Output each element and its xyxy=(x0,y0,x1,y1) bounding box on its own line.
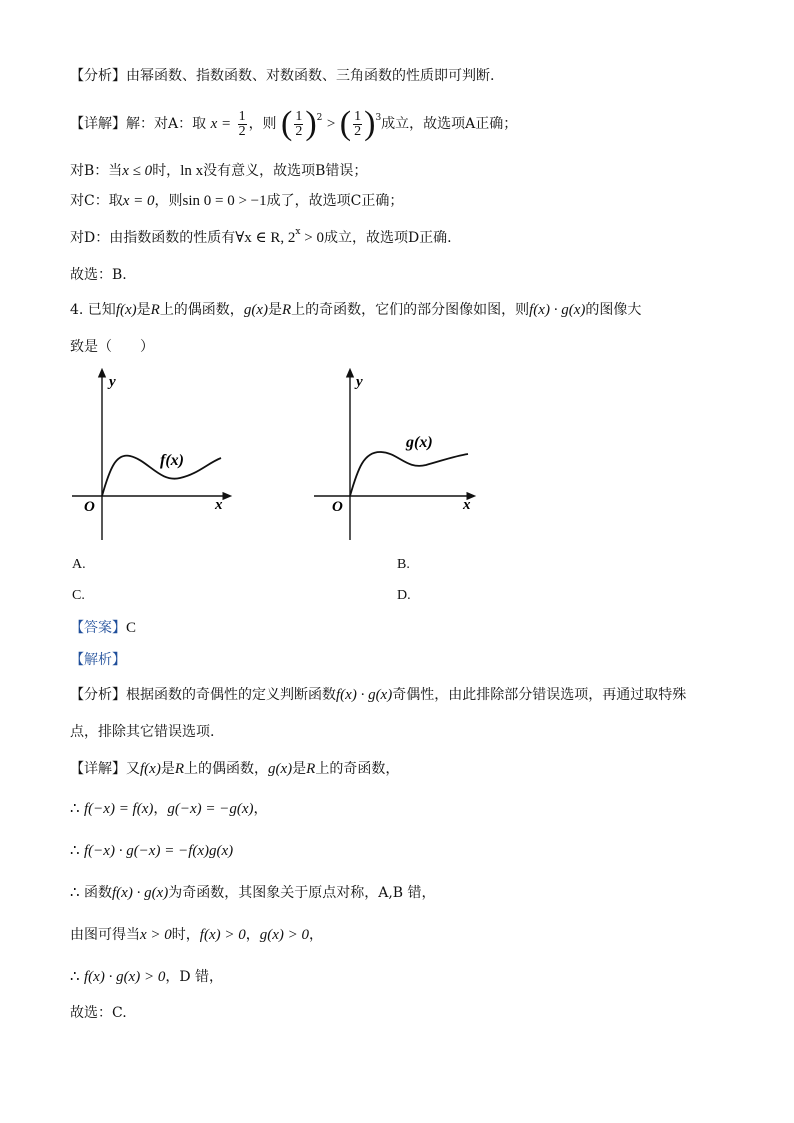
math: ∀x ∈ R, 2 xyxy=(235,230,296,246)
math: g(x) xyxy=(243,302,268,318)
math: f(−x) = f(x) xyxy=(84,801,154,817)
math: x > 0 xyxy=(140,927,172,943)
step-3 xyxy=(70,883,436,903)
text: 是 xyxy=(136,302,151,318)
curve-g xyxy=(350,452,468,496)
y-label: y xyxy=(109,374,116,390)
text: 时， xyxy=(171,927,200,943)
math: f(x) xyxy=(115,302,137,318)
x-label: x xyxy=(215,497,223,513)
exp-3: 3 xyxy=(375,113,382,123)
math: g(x) > 0 xyxy=(259,927,309,943)
paren-close: ) xyxy=(364,105,376,142)
text: 上的奇函数， xyxy=(315,761,400,777)
text: 成立，故选项D正确. xyxy=(323,230,452,246)
math: f(−x) · g(−x) = −f(x)g(x) xyxy=(84,843,234,859)
analysis-tag: 【分析】 xyxy=(70,68,126,84)
text: 成了，故选项C正确； xyxy=(266,193,404,209)
analysis-2-line-2 xyxy=(70,722,214,742)
answer-value: C xyxy=(126,620,137,636)
math: R xyxy=(174,761,184,777)
text: ， xyxy=(253,801,268,817)
math: R xyxy=(281,302,292,318)
final-choice xyxy=(70,1003,127,1023)
text: 为奇函数，其图象关于原点对称，A,B 错， xyxy=(168,885,436,901)
detail-line-c xyxy=(70,191,403,211)
math: g(x) xyxy=(268,761,293,777)
step-5 xyxy=(70,967,223,987)
text: 4. 已知 xyxy=(70,302,116,318)
frac-num: 1 xyxy=(295,108,303,124)
text: 对B：当 xyxy=(70,163,123,179)
exp-x: x xyxy=(295,227,301,237)
detail-tag: 【详解】 xyxy=(70,116,126,132)
y-label: y xyxy=(356,374,363,390)
math: R xyxy=(150,302,160,318)
exp-2: 2 xyxy=(316,113,323,123)
text: 故选：C. xyxy=(70,1005,127,1021)
text: 致是（ ） xyxy=(70,339,154,355)
analysis-line-1 xyxy=(70,66,494,86)
math: f(x) · g(x) xyxy=(529,302,586,318)
origin-label: O xyxy=(84,499,95,515)
math: x = 0 xyxy=(122,193,155,209)
text: ， xyxy=(309,927,323,943)
math: f(x) · g(x) xyxy=(336,687,393,703)
text: 故选：B. xyxy=(70,267,127,283)
fraction-half-3 xyxy=(353,110,362,139)
text: 对C：取 xyxy=(70,193,123,209)
text: 没有意义，故选项B错误； xyxy=(203,163,368,179)
x-label: x xyxy=(463,497,471,513)
text: 又 xyxy=(126,761,140,777)
text: 函数 xyxy=(84,885,112,901)
curve-g-label: g(x) xyxy=(406,434,433,451)
math: > 0 xyxy=(300,230,324,246)
option-b[interactable]: B. xyxy=(397,557,410,572)
detail-2-line xyxy=(70,759,399,779)
math: f(x) · g(x) xyxy=(112,885,169,901)
math: f(x) xyxy=(140,761,161,777)
text: ， xyxy=(153,801,168,817)
step-4 xyxy=(70,925,323,945)
text: 奇偶性，由此排除部分错误选项，再通过取特殊 xyxy=(392,687,687,703)
therefore-sign: ∴ xyxy=(70,885,80,901)
therefore-sign: ∴ xyxy=(70,969,80,985)
text: 点，排除其它错误选项. xyxy=(70,724,215,740)
step-1 xyxy=(70,799,268,819)
step-2 xyxy=(70,841,233,861)
paren-open: ( xyxy=(339,105,352,142)
answer-line xyxy=(70,618,136,638)
text: ，D 错， xyxy=(165,969,224,985)
text: 时， xyxy=(152,163,181,179)
question-4-line-2 xyxy=(70,337,154,357)
math: g(−x) = −g(x) xyxy=(167,801,254,817)
graph-g xyxy=(310,368,490,548)
text: 的图像大 xyxy=(585,302,642,318)
paren-open: ( xyxy=(281,105,293,142)
therefore-sign: ∴ xyxy=(70,801,80,817)
frac-den: 2 xyxy=(238,123,246,139)
then-text: ，则 xyxy=(248,116,277,132)
paren-close: ) xyxy=(305,105,317,142)
text: 上的偶函数， xyxy=(159,302,244,318)
graph-f xyxy=(68,368,248,548)
gt-sign: > xyxy=(326,116,336,132)
detail-line-b xyxy=(70,161,367,181)
fraction-half xyxy=(238,110,247,139)
math: f(x) > 0 xyxy=(199,927,246,943)
detail-text: 解：对A：取 xyxy=(126,116,207,132)
choice-line-b xyxy=(70,265,127,285)
jiexi-tag: 【解析】 xyxy=(70,652,126,668)
text: ， xyxy=(245,927,260,943)
answer-tag: 【答案】 xyxy=(70,620,126,636)
analysis-2-line-1 xyxy=(70,685,686,705)
jiexi-line xyxy=(70,650,126,670)
math: x ≤ 0 xyxy=(122,163,153,179)
question-4-line-1 xyxy=(70,300,641,320)
fraction-half-2 xyxy=(294,110,303,139)
frac-den: 2 xyxy=(295,123,303,139)
text: ，则 xyxy=(154,193,183,209)
text: 是 xyxy=(292,761,307,777)
tail-text: 成立，故选项A正确； xyxy=(381,116,518,132)
text: 由图可得当 xyxy=(70,927,140,943)
option-a[interactable]: A. xyxy=(72,557,86,572)
therefore-sign: ∴ xyxy=(70,843,80,859)
text: 上的奇函数，它们的部分图像如图，则 xyxy=(291,302,530,318)
frac-num: 1 xyxy=(238,108,246,124)
analysis-tag: 【分析】 xyxy=(70,687,126,703)
detail-line-d xyxy=(70,228,452,248)
analysis-text: 由幂函数、指数函数、对数函数、三角函数的性质即可判断. xyxy=(126,68,495,84)
detail-line-a xyxy=(70,104,517,144)
frac-num: 1 xyxy=(354,108,362,124)
text: 是 xyxy=(267,302,282,318)
math: sin 0 = 0 > −1 xyxy=(182,193,267,209)
text: 对D：由指数函数的性质有 xyxy=(70,230,236,246)
frac-den: 2 xyxy=(354,123,362,139)
math: f(x) · g(x) > 0 xyxy=(84,969,166,985)
text: 是 xyxy=(160,761,175,777)
curve-f-label: f(x) xyxy=(160,452,184,469)
math: R xyxy=(306,761,316,777)
option-c[interactable]: C. xyxy=(72,588,85,603)
math: ln x xyxy=(180,163,204,179)
text: 上的偶函数， xyxy=(184,761,268,777)
text: 根据函数的奇偶性的定义判断函数 xyxy=(126,687,336,703)
math-x-eq: x = xyxy=(210,116,232,132)
detail-tag: 【详解】 xyxy=(70,761,126,777)
origin-label: O xyxy=(332,499,343,515)
option-d[interactable]: D. xyxy=(397,588,411,603)
